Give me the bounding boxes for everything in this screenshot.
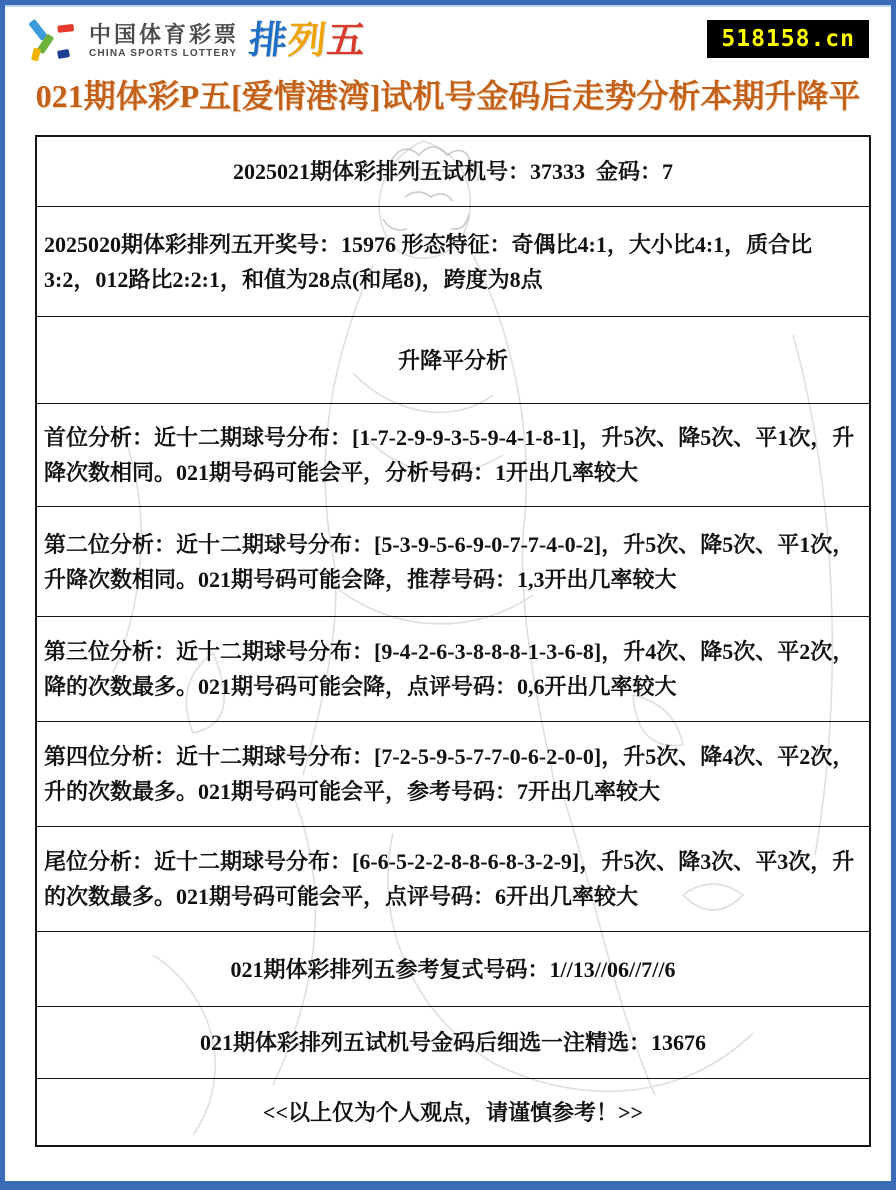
row-selected-pick: 021期体彩排列五试机号金码后细选一注精选：13676: [37, 1007, 869, 1079]
row-position-last: 尾位分析：近十二期球号分布：[6-6-5-2-2-8-8-6-8-3-2-9]，升5次、降3次、平3次，升的次数最多。021期号码可能会平，点评号码：6开出几率较大: [37, 827, 869, 932]
page-title: 021期体彩P五[爱情港湾]试机号金码后走势分析本期升降平: [35, 78, 861, 114]
row-last-draw: 2025020期体彩排列五开奖号：15976 形态特征：奇偶比4:1，大小比4:1，质合比3:2，012路比2:2:1，和值为28点(和尾8)，跨度为8点: [37, 207, 869, 317]
row-section-title: 升降平分析: [37, 317, 869, 404]
sports-lottery-logo-icon: [27, 17, 81, 65]
analysis-table: [35, 135, 871, 1147]
product-char-2: 列: [285, 20, 330, 62]
brand-name-en: CHINA SPORTS LOTTERY: [89, 47, 238, 59]
product-char-3: 五: [324, 20, 369, 62]
brand-name-cn: 中国体育彩票: [89, 21, 240, 47]
row-test-number: 2025021期体彩排列五试机号：37333 金码：7: [37, 137, 869, 207]
row-position-2: 第二位分析：近十二期球号分布：[5-3-9-5-6-9-0-7-7-4-0-2]，升5次、降5次、平1次，升降次数相同。021期号码可能会降，推荐号码：1,3开出几率较大: [37, 507, 869, 617]
brand-logo: [27, 17, 369, 65]
product-char-1: 排: [246, 20, 291, 62]
row-position-4: 第四位分析：近十二期球号分布：[7-2-5-9-5-7-7-0-6-2-0-0]，升5次、降4次、平2次，升的次数最多。021期号码可能会平，参考号码：7开出几率较大: [37, 722, 869, 827]
brand-text: [89, 21, 240, 59]
row-position-3: 第三位分析：近十二期球号分布：[9-4-2-6-3-8-8-8-1-3-6-8]，升4次、降5次、平2次，降的次数最多。021期号码可能会降，点评号码：0,6开出几率较大: [37, 617, 869, 722]
site-url-badge: 518158.cn: [707, 20, 869, 58]
row-complex-numbers: 021期体彩排列五参考复式号码：1//13//06//7//6: [37, 932, 869, 1007]
header: [5, 15, 891, 73]
row-position-1: 首位分析：近十二期球号分布：[1-7-2-9-9-3-5-9-4-1-8-1]，升5次、降5次、平1次，升降次数相同。021期号码可能会平，分析号码：1开出几率较大: [37, 404, 869, 507]
row-disclaimer: <<以上仅为个人观点，请谨慎参考！>>: [262, 1099, 644, 1125]
product-name-pailiewu: [247, 22, 368, 60]
